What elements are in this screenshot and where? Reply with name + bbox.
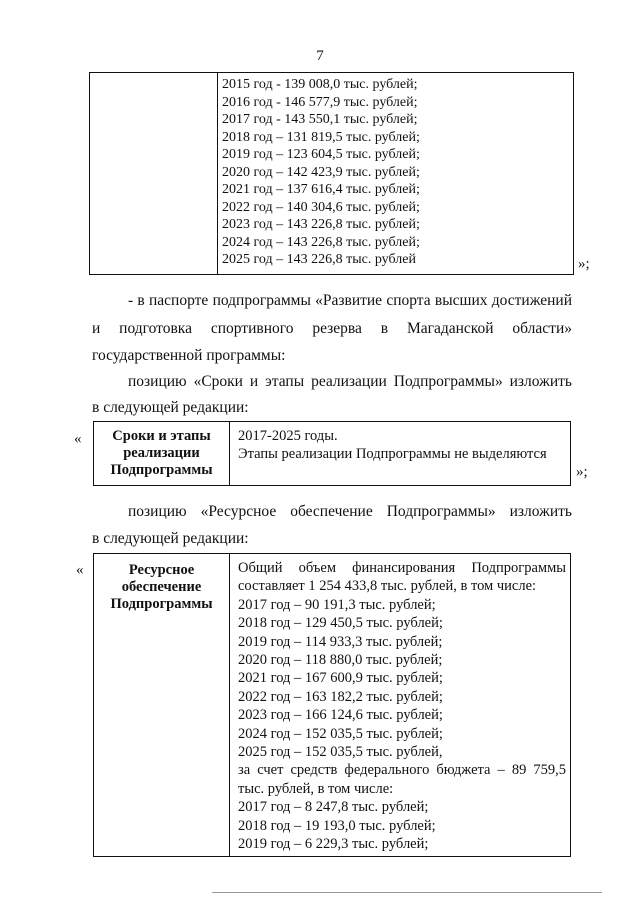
list-item: 2019 год – 6 229,3 тыс. рублей; — [238, 836, 429, 853]
empty-label-cell — [90, 73, 218, 275]
list-item: 2018 год – 129 450,5 тыс. рублей; — [238, 615, 443, 632]
close-quote: »; — [576, 464, 588, 480]
close-quote: »; — [578, 256, 590, 272]
list-item: 2020 год – 118 880,0 тыс. рублей; — [238, 652, 443, 669]
list-item: 2015 год - 139 008,0 тыс. рублей; — [222, 77, 418, 92]
list-item: 2019 год – 123 604,5 тыс. рублей; — [222, 147, 420, 162]
list-item: 2023 год – 166 124,6 тыс. рублей; — [238, 707, 443, 724]
footer-rule — [212, 892, 602, 893]
paragraph-line: в следующей редакции: — [92, 399, 249, 416]
terms-label: Сроки и этапы реализации Подпрограммы — [94, 422, 230, 486]
list-item: 2017 год - 143 550,1 тыс. рублей; — [222, 112, 418, 127]
list-item: 2022 год – 163 182,2 тыс. рублей; — [238, 688, 443, 705]
paragraph-line: позицию «Сроки и этапы реализации Подпрограммы» изложить — [128, 373, 572, 390]
funding-years-cell — [218, 73, 574, 275]
paragraph-line: государственной программы: — [92, 347, 286, 364]
paragraph-line: и подготовка спортивного резерва в Магаданской области» — [92, 320, 572, 337]
list-item: тыс. рублей, в том числе: — [238, 780, 394, 797]
list-item: Общий объем финансирования Подпрограммы — [238, 560, 566, 576]
paragraph-line: - в паспорте подпрограммы «Развитие спорта высших достижений — [128, 292, 572, 309]
list-item: 2025 год – 143 226,8 тыс. рублей — [222, 252, 416, 267]
list-item: 2018 год – 19 193,0 тыс. рублей; — [238, 817, 436, 834]
list-item: 2021 год – 137 616,4 тыс. рублей; — [222, 182, 420, 197]
list-item: 2020 год – 142 423,9 тыс. рублей; — [222, 164, 420, 180]
list-item: составляет 1 254 433,8 тыс. рублей, в том числе: — [238, 578, 537, 595]
resource-value-cell — [230, 554, 571, 857]
list-item: 2018 год – 131 819,5 тыс. рублей; — [222, 129, 420, 145]
list-item: 2021 год – 167 600,9 тыс. рублей; — [238, 670, 443, 687]
list-item: за счет средств федерального бюджета – 89 759,5 — [238, 762, 566, 779]
list-item: 2016 год - 146 577,9 тыс. рублей; — [222, 94, 418, 110]
paragraph-line: в следующей редакции: — [92, 530, 249, 547]
terms-table — [93, 421, 571, 486]
paragraph-line: позицию «Ресурсное обеспечение Подпрограммы» изложить — [128, 503, 572, 520]
terms-line: 2017-2025 годы. — [238, 428, 338, 444]
list-item: 2025 год – 152 035,5 тыс. рублей, — [238, 744, 443, 761]
terms-value-cell — [230, 422, 571, 486]
list-item: 2024 год – 152 035,5 тыс. рублей; — [238, 725, 443, 742]
resource-label: Ресурсное обеспечение Подпрограммы — [94, 554, 230, 857]
list-item: 2023 год – 143 226,8 тыс. рублей; — [222, 217, 420, 232]
list-item: 2017 год – 90 191,3 тыс. рублей; — [238, 596, 436, 613]
list-item: 2017 год – 8 247,8 тыс. рублей; — [238, 799, 429, 816]
list-item: 2019 год – 114 933,3 тыс. рублей; — [238, 633, 443, 650]
terms-line: Этапы реализации Подпрограммы не выделяются — [238, 446, 547, 462]
page-number: 7 — [316, 48, 324, 64]
open-quote: « — [74, 431, 82, 447]
open-quote: « — [76, 562, 84, 578]
resource-table — [93, 553, 571, 857]
list-item: 2022 год – 140 304,6 тыс. рублей; — [222, 199, 420, 215]
funding-table-continued — [89, 72, 574, 275]
list-item: 2024 год – 143 226,8 тыс. рублей; — [222, 234, 420, 250]
